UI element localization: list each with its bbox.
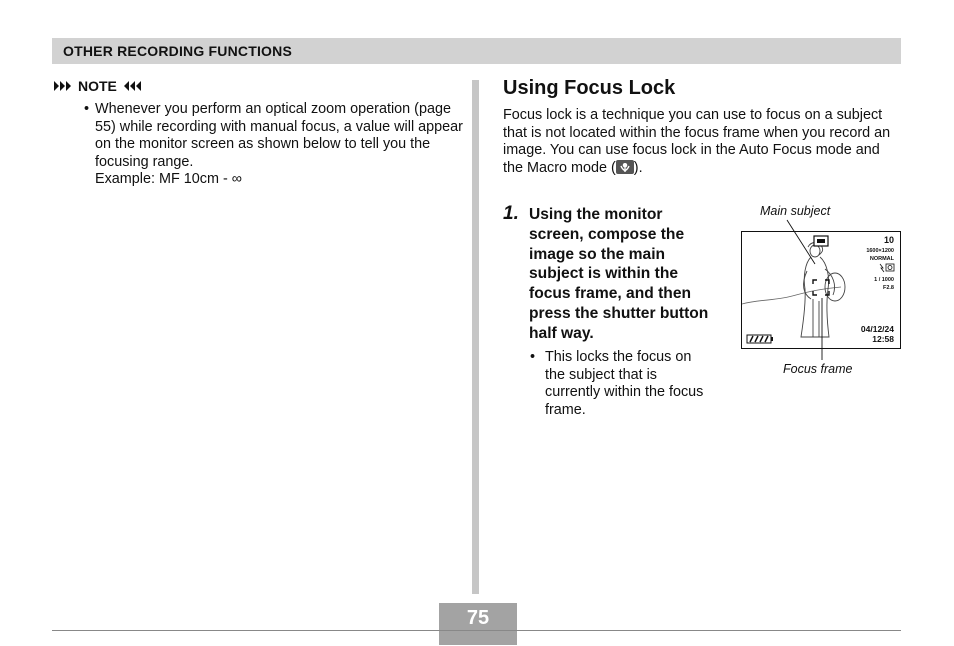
shutter-readout: 1 / 1000 <box>874 277 894 283</box>
intro-text: Focus lock is a technique you can use to focus on a subject that is not located within the focus frame when you record an image. You can use focus lock in the Auto Focus mode and the Macro mode ( <box>503 107 891 176</box>
resolution-readout: 1600×1200 <box>866 248 894 254</box>
caption-focus-frame: Focus frame <box>783 362 853 376</box>
page-number: 75 <box>466 607 490 629</box>
step-number: 1. <box>503 203 519 224</box>
date-readout: 04/12/24 <box>860 324 894 334</box>
note-bullet: • <box>84 101 90 117</box>
step-text: Using the monitor screen, compose the image so the main subject is within the focus frame, and then press the shutter button half way. <box>529 206 709 342</box>
quality-readout: NORMAL <box>869 256 894 262</box>
section-title: Using Focus Lock <box>503 77 676 99</box>
note-label: NOTE <box>78 78 117 94</box>
time-readout: 12:58 <box>872 334 894 344</box>
sub-bullet-text: This locks the focus on the subject that is currently within the focus frame. <box>545 349 704 418</box>
shots-remaining: 10 <box>883 235 894 245</box>
section-header-title: OTHER RECORDING FUNCTIONS <box>63 43 292 59</box>
note-example: Example: MF 10cm - ∞ <box>95 171 242 188</box>
note-text: Whenever you perform an optical zoom operation (page 55) while recording with manual focus, a value will appear on the monitor screen as shown below to tell you the focusing range. <box>95 101 463 170</box>
main-subject-callout <box>787 220 815 264</box>
caption-main-subject: Main subject <box>760 204 831 218</box>
bottom-rule <box>52 630 901 631</box>
aperture-readout: F2.8 <box>882 285 894 291</box>
sub-bullet-mark: • <box>530 349 536 365</box>
page-number-box <box>439 603 517 645</box>
intro-text-end: ). <box>633 159 643 176</box>
